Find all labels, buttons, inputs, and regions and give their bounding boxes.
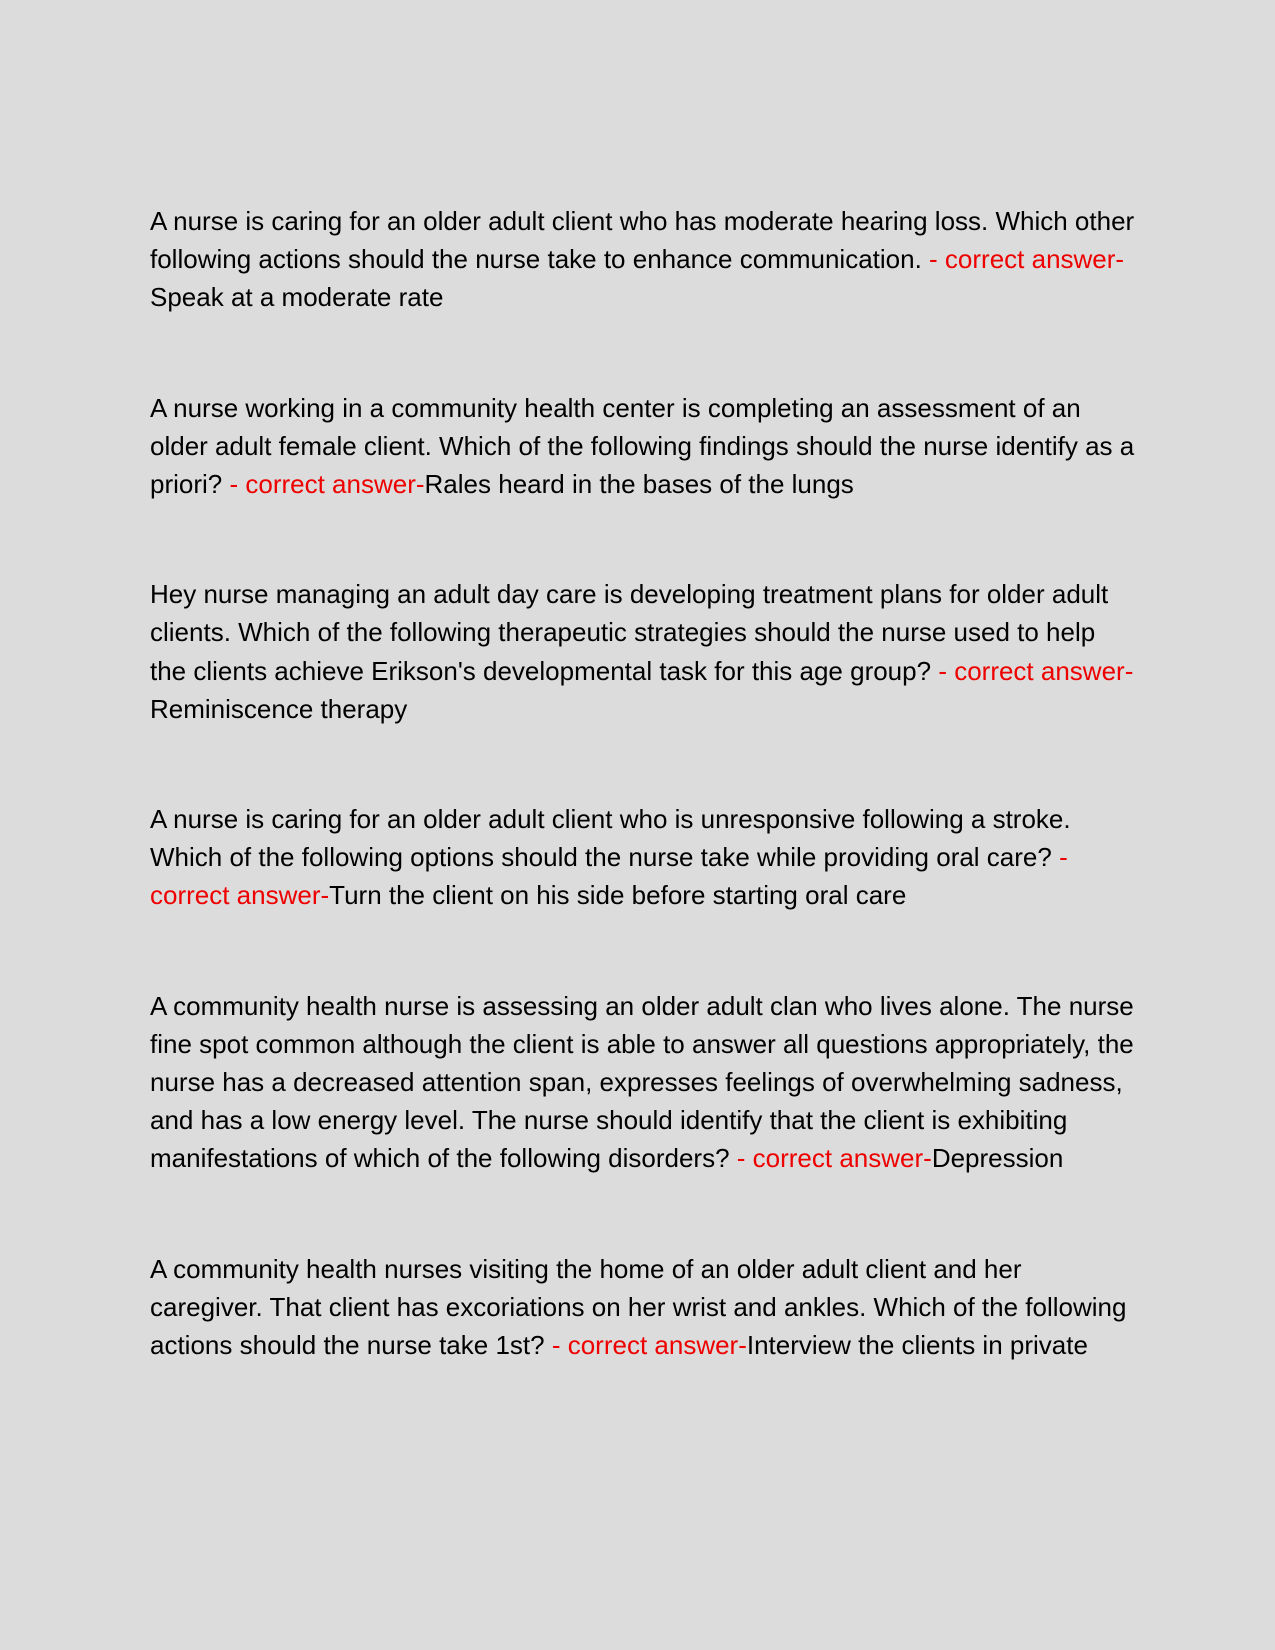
question-text: A nurse is caring for an older adult client who is unresponsive following a stroke. Which of the following options should the nurse take while providing oral care?	[150, 804, 1071, 873]
answer-text: Interview the clients in private	[746, 1330, 1088, 1361]
correct-answer-marker: - correct answer-	[150, 842, 1068, 911]
correct-answer-marker: - correct answer-	[551, 1330, 747, 1361]
correct-answer-marker: - correct answer-	[938, 655, 1134, 686]
correct-answer-marker: - correct answer-	[929, 244, 1125, 275]
qa-item-4	[150, 800, 1135, 915]
answer-text: Rales heard in the bases of the lungs	[424, 469, 854, 500]
question-text: A community health nurses visiting the home of an older adult client and her caregiver. That client has excoriations on her wrist and ankles. Which of the following actions should the nurse take 1st?	[150, 1253, 1127, 1361]
answer-text: Speak at a moderate rate	[150, 282, 444, 313]
answer-text: Reminiscence therapy	[150, 693, 408, 724]
qa-item-1	[150, 202, 1135, 317]
question-text: A nurse working in a community health center is completing an assessment of an older adult female client. Which of the following findings should the nurse identify as a priori?	[150, 392, 1135, 500]
question-text: Hey nurse managing an adult day care is developing treatment plans for older adult clients. Which of the following therapeutic strategies should the nurse used to help the clients achieve Erikson's developmental task for this age group?	[150, 579, 1109, 686]
correct-answer-marker: - correct answer-	[736, 1143, 932, 1174]
qa-item-5	[150, 987, 1135, 1178]
qa-item-2	[150, 389, 1135, 504]
qa-item-3	[150, 575, 1135, 728]
question-text: A nurse is caring for an older adult client who has moderate hearing loss. Which other following actions should the nurse take to enhance communication.	[150, 206, 1135, 275]
answer-text: Turn the client on his side before starting oral care	[329, 880, 907, 911]
answer-text: Depression	[931, 1143, 1064, 1174]
question-text: A community health nurse is assessing an older adult clan who lives alone. The nurse fine spot common although the client is able to answer all questions appropriately, the nurse has a decreased attention span, expresses feelings of overwhelming sadness, and has a low energy level. The nurse should identify that the client is exhibiting manifestations of which of the following disorders?	[150, 990, 1134, 1174]
correct-answer-marker: - correct answer-	[229, 469, 425, 500]
qa-item-6	[150, 1250, 1135, 1365]
document-page	[150, 202, 1135, 1364]
